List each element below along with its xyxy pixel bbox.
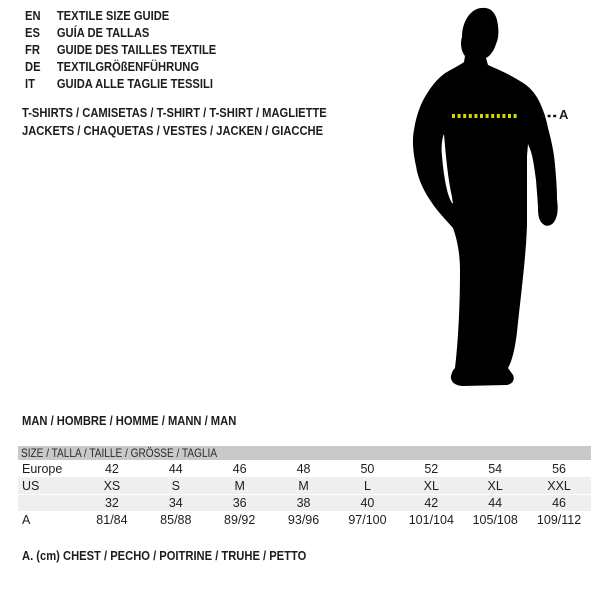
size-cell: 54 [488,461,503,476]
table-row-us-numeric [18,494,591,511]
size-cell: M [298,478,309,493]
language-code: DE [25,59,41,74]
size-cell: M [234,478,245,493]
size-cell: 109/112 [536,512,582,527]
size-cell: 89/92 [224,512,256,527]
language-row [25,41,216,58]
size-cell: 36 [232,496,247,510]
size-cell: S [171,478,180,493]
size-cell: XS [103,478,121,493]
size-table [18,446,591,528]
language-row [25,75,216,92]
section-title-man: MAN / HOMBRE / HOMME / MANN / MAN [22,413,237,428]
table-row-us-letter [18,477,591,494]
size-cell: XL [487,478,503,493]
row-label: Europe [22,461,63,476]
category-line-jackets: JACKETS / CHAQUETAS / VESTES / JACKEN / GIACCHE [22,122,324,138]
size-cell: 46 [232,461,247,476]
language-row [25,24,216,41]
language-code: IT [25,76,35,91]
language-label: GUIDA ALLE TAGLIE TESSILI [56,76,213,91]
size-cell: 44 [168,461,183,476]
size-cell: 56 [552,461,567,476]
size-cell: 101/104 [408,512,454,527]
size-cell: L [363,478,371,493]
row-label: A [22,512,31,527]
size-cell: 105/108 [472,512,518,527]
language-label: GUÍA DE TALLAS [56,25,150,40]
size-cell: 40 [360,496,375,510]
size-cell: 50 [360,461,375,476]
language-row [25,58,216,75]
table-row-europe [18,460,591,477]
category-line-tshirts: T-SHIRTS / CAMISETAS / T-SHIRT / T-SHIRT / MAGLIETTE [22,105,327,120]
size-cell: 48 [296,461,311,476]
language-label: TEXTILGRÖßENFÜHRUNG [56,59,200,74]
row-label: US [22,478,40,493]
language-code: EN [25,8,41,23]
language-code: ES [25,25,40,40]
language-label: GUIDE DES TAILLES TEXTILE [56,42,217,57]
chest-footnote: A. (cm) CHEST / PECHO / POITRINE / TRUHE / PETTO [22,548,307,563]
size-cell: 38 [296,496,311,510]
size-cell: 85/88 [160,512,192,527]
size-table-header-text: SIZE / TALLA / TAILLE / GRÖSSE / TAGLIA [21,446,218,460]
language-label: TEXTILE SIZE GUIDE [56,8,170,23]
measure-point-a-label: A [559,107,569,122]
size-cell: 46 [552,496,567,510]
size-cell: 42 [104,461,119,476]
size-cell: XXL [547,478,571,493]
language-code: FR [25,42,40,57]
size-cell: 52 [424,461,439,476]
size-cell: XL [423,478,439,493]
size-cell: 97/100 [348,512,387,527]
size-table-header [18,446,591,460]
size-cell: 32 [104,496,119,510]
language-list [25,7,216,92]
man-silhouette [400,4,570,394]
language-row [25,7,216,24]
size-cell: 93/96 [287,512,320,527]
size-cell: 42 [424,496,439,510]
size-cell: 44 [488,496,503,510]
table-row-chest [18,511,591,528]
category-list [22,104,327,139]
size-cell: 81/84 [96,512,128,527]
size-cell: 34 [168,496,183,510]
